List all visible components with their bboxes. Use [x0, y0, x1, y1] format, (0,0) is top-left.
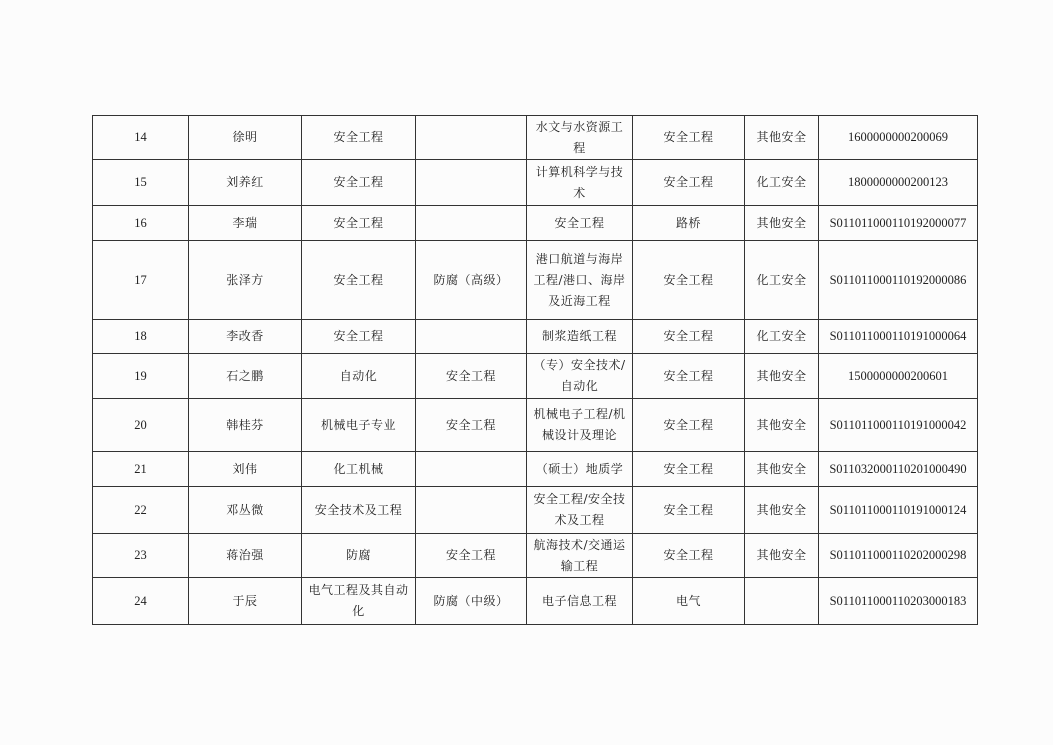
row-number: 19: [93, 354, 189, 399]
second-major: [416, 206, 527, 241]
education-major: （专）安全技术/自动化: [527, 354, 633, 399]
safety-category: 其他安全: [745, 116, 819, 160]
certificate-number: S011011000110192000077: [819, 206, 978, 241]
person-name: 刘养红: [189, 160, 302, 206]
row-number: 20: [93, 399, 189, 452]
person-name: 韩桂芬: [189, 399, 302, 452]
education-major: 安全工程: [527, 206, 633, 241]
title-major: 安全工程: [633, 354, 745, 399]
major: 机械电子专业: [302, 399, 416, 452]
certificate-number: S011011000110191000064: [819, 320, 978, 354]
title-major: 安全工程: [633, 160, 745, 206]
major: 安全工程: [302, 160, 416, 206]
certificate-number: S011011000110192000086: [819, 241, 978, 320]
table-row: [93, 206, 978, 241]
safety-category: 其他安全: [745, 452, 819, 487]
certificate-number: S011032000110201000490: [819, 452, 978, 487]
person-name: 蒋治强: [189, 534, 302, 578]
major: 自动化: [302, 354, 416, 399]
row-number: 18: [93, 320, 189, 354]
second-major: 安全工程: [416, 354, 527, 399]
safety-category: [745, 578, 819, 625]
major: 安全工程: [302, 116, 416, 160]
second-major: 防腐（高级）: [416, 241, 527, 320]
education-major: 安全工程/安全技术及工程: [527, 487, 633, 534]
safety-category: 化工安全: [745, 320, 819, 354]
title-major: 安全工程: [633, 241, 745, 320]
major: 电气工程及其自动化: [302, 578, 416, 625]
table-row: [93, 160, 978, 206]
safety-category: 其他安全: [745, 399, 819, 452]
major: 安全技术及工程: [302, 487, 416, 534]
major: 化工机械: [302, 452, 416, 487]
major: 安全工程: [302, 206, 416, 241]
row-number: 17: [93, 241, 189, 320]
second-major: 安全工程: [416, 534, 527, 578]
row-number: 23: [93, 534, 189, 578]
row-number: 24: [93, 578, 189, 625]
certificate-number: 1600000000200069: [819, 116, 978, 160]
second-major: [416, 487, 527, 534]
title-major: 安全工程: [633, 487, 745, 534]
title-major: 安全工程: [633, 452, 745, 487]
table-row: [93, 487, 978, 534]
table-row: [93, 354, 978, 399]
table-row: [93, 399, 978, 452]
education-major: 航海技术/交通运输工程: [527, 534, 633, 578]
education-major: 水文与水资源工程: [527, 116, 633, 160]
second-major: [416, 160, 527, 206]
row-number: 15: [93, 160, 189, 206]
safety-category: 化工安全: [745, 241, 819, 320]
table-row: [93, 578, 978, 625]
second-major: [416, 452, 527, 487]
title-major: 安全工程: [633, 399, 745, 452]
person-name: 石之鹏: [189, 354, 302, 399]
certificate-number: S011011000110191000124: [819, 487, 978, 534]
row-number: 14: [93, 116, 189, 160]
row-number: 22: [93, 487, 189, 534]
person-name: 张泽方: [189, 241, 302, 320]
personnel-table: [92, 115, 978, 625]
table-row: [93, 116, 978, 160]
table-row: [93, 452, 978, 487]
person-name: 邓丛微: [189, 487, 302, 534]
major: 防腐: [302, 534, 416, 578]
title-major: 安全工程: [633, 320, 745, 354]
title-major: 安全工程: [633, 534, 745, 578]
education-major: 计算机科学与技术: [527, 160, 633, 206]
safety-category: 其他安全: [745, 206, 819, 241]
title-major: 路桥: [633, 206, 745, 241]
certificate-number: 1500000000200601: [819, 354, 978, 399]
title-major: 安全工程: [633, 116, 745, 160]
certificate-number: S011011000110202000298: [819, 534, 978, 578]
person-name: 李瑞: [189, 206, 302, 241]
major: 安全工程: [302, 320, 416, 354]
education-major: 机械电子工程/机械设计及理论: [527, 399, 633, 452]
certificate-number: 1800000000200123: [819, 160, 978, 206]
row-number: 21: [93, 452, 189, 487]
second-major: [416, 116, 527, 160]
second-major: 安全工程: [416, 399, 527, 452]
education-major: 制浆造纸工程: [527, 320, 633, 354]
person-name: 李改香: [189, 320, 302, 354]
second-major: [416, 320, 527, 354]
education-major: 电子信息工程: [527, 578, 633, 625]
certificate-number: S011011000110191000042: [819, 399, 978, 452]
education-major: （硕士）地质学: [527, 452, 633, 487]
table-row: [93, 320, 978, 354]
safety-category: 化工安全: [745, 160, 819, 206]
title-major: 电气: [633, 578, 745, 625]
person-name: 刘伟: [189, 452, 302, 487]
safety-category: 其他安全: [745, 534, 819, 578]
personnel-table-container: [92, 115, 977, 625]
safety-category: 其他安全: [745, 487, 819, 534]
education-major: 港口航道与海岸工程/港口、海岸及近海工程: [527, 241, 633, 320]
table-row: [93, 241, 978, 320]
table-row: [93, 534, 978, 578]
second-major: 防腐（中级）: [416, 578, 527, 625]
row-number: 16: [93, 206, 189, 241]
major: 安全工程: [302, 241, 416, 320]
person-name: 于辰: [189, 578, 302, 625]
certificate-number: S011011000110203000183: [819, 578, 978, 625]
safety-category: 其他安全: [745, 354, 819, 399]
person-name: 徐明: [189, 116, 302, 160]
